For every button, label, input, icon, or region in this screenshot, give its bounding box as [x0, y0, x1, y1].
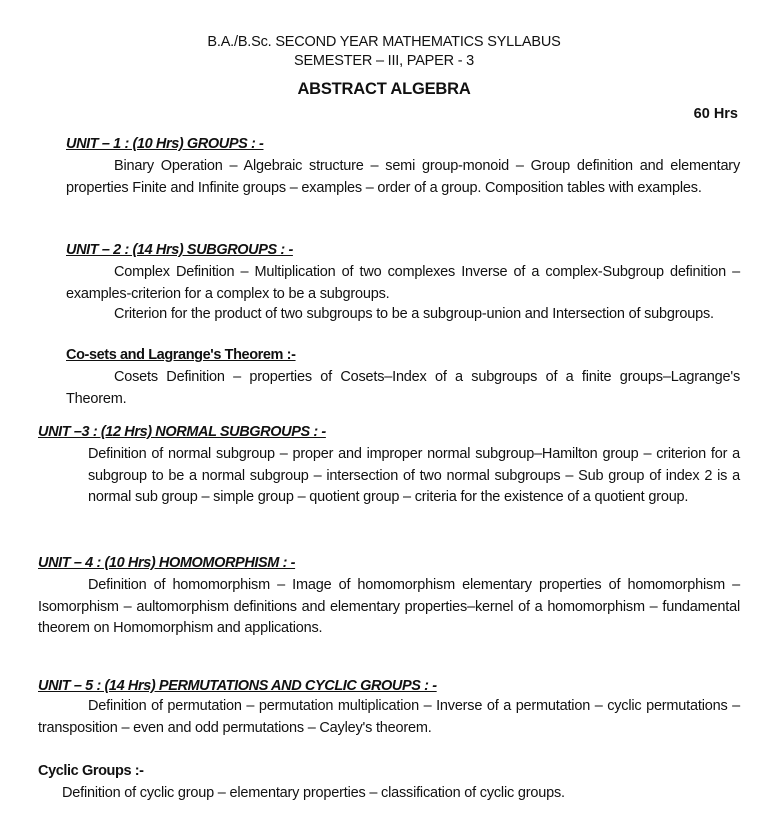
cyclic-groups-heading: Cyclic Groups :-: [38, 763, 144, 779]
page-title: ABSTRACT ALGEBRA: [297, 80, 471, 98]
cyclic-groups-text: Definition of cyclic group – elementary properties – classification of cyclic groups.: [62, 785, 565, 801]
unit-5-text: Definition of permutation – permutation multiplication – Inverse of a permutation – cyclic permutations – transposition – even and odd permutations – Cayley's theorem.: [38, 698, 740, 736]
cosets-subheading: Co-sets and Lagrange's Theorem :-: [66, 347, 296, 363]
unit-4-text: Definition of homomorphism – Image of homomorphism elementary properties of homomorphism – Isomorphism – aultomorphism definitions and elementary properties–kernel of a homomorphism – fundamental theorem on Homomorphism and applications.: [38, 577, 740, 636]
semester-line: SEMESTER – III, PAPER - 3: [293, 53, 475, 69]
unit-2-text-2: Criterion for the product of two subgroups to be a subgroup-union and Intersection of subgroups.: [114, 306, 714, 322]
unit-1-text: Binary Operation – Algebraic structure – semi group-monoid – Group definition and elementary properties Finite and Infinite groups – examples – order of a group. Composition tables with examples.: [66, 158, 740, 196]
unit-5-heading: UNIT – 5 : (14 Hrs) PERMUTATIONS AND CYCLIC GROUPS : -: [38, 678, 437, 694]
course-line: B.A./B.Sc. SECOND YEAR MATHEMATICS SYLLABUS: [207, 34, 561, 50]
unit-2-text-1: Complex Definition – Multiplication of two complexes Inverse of a complex-Subgroup definition – examples-criterion for a complex to be a subgroups.: [66, 264, 740, 302]
unit-3-text: Definition of normal subgroup – proper and improper normal subgroup–Hamilton group – criterion for a subgroup to be a normal subgroup – intersection of two normal subgroups – Sub group of index 2 is a normal sub group – simple group – quotient group – criteria for the existence of a quotient group.: [88, 446, 740, 505]
unit-4-heading: UNIT – 4 : (10 Hrs) HOMOMORPHISM : -: [38, 555, 296, 571]
unit-3-heading: UNIT –3 : (12 Hrs) NORMAL SUBGROUPS : -: [38, 424, 326, 440]
unit-2-heading: UNIT – 2 : (14 Hrs) SUBGROUPS : -: [66, 242, 293, 258]
cosets-text: Cosets Definition – properties of Cosets–Index of a subgroups of a finite groups–Lagrange's Theorem.: [66, 369, 740, 407]
unit-1-heading: UNIT – 1 : (10 Hrs) GROUPS : -: [66, 136, 264, 152]
total-hours: 60 Hrs: [693, 106, 738, 122]
